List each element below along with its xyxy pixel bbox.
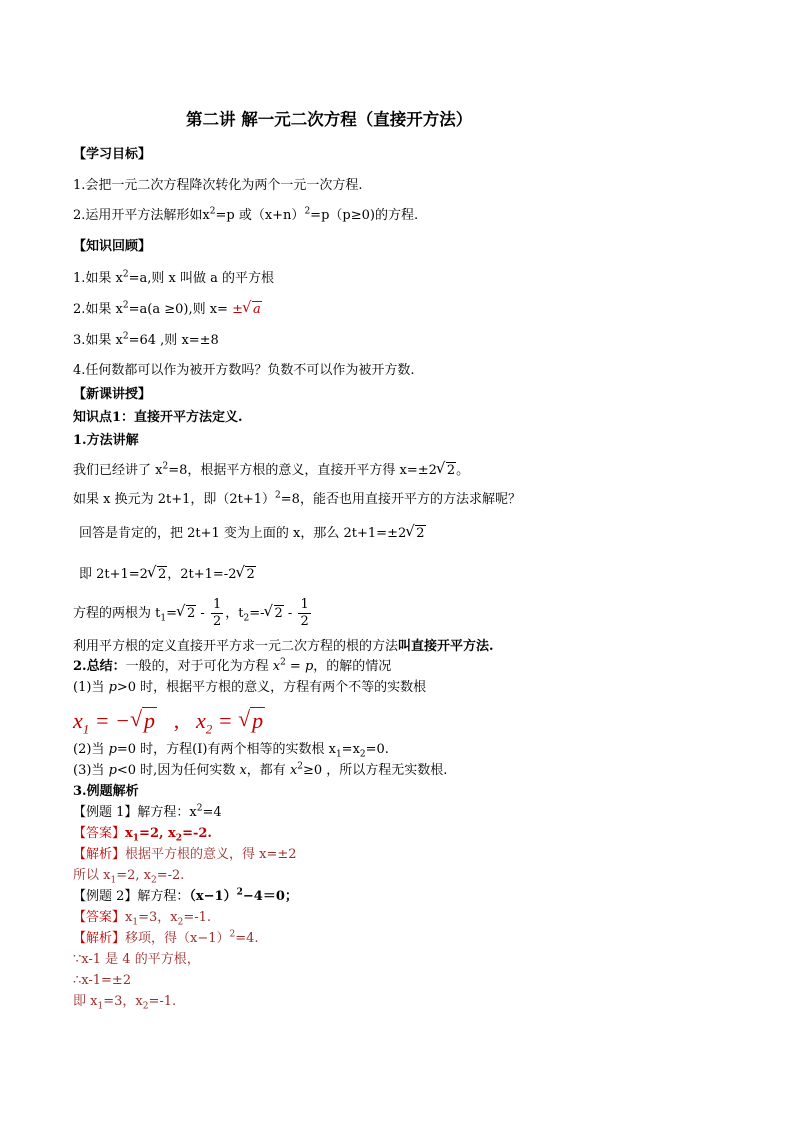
fraction-half: $\frac{1}{2}$ [300,597,309,629]
para-4: 即 2t+1=2√ 2，2t+1=-2√ 2 [79,566,256,584]
example-2-answer: 【答案】$x_1=3$，$x_2=-1$. [73,910,212,928]
review-2: 2.如果 $x^2=a(a \ge 0)$,则 x= ±√ a [73,301,262,319]
example-1-analysis: 【解析】根据平方根的意义，得 x=±2 [73,847,297,862]
summary-line: 2.总结：一般的，对于可化为方程 $x^2 = p$，的解的情况 [73,657,392,674]
goal-1: 1.会把一元二次方程降次转化为两个一元一次方程. [73,178,363,193]
para-2: 如果 x 换元为 2t+1，即$(2t+1)^2=8$，能否也用直接开平方的方法求解呢？ [73,490,521,507]
page-title: 第二讲 解一元二次方程（直接开方法） [186,110,473,129]
roots-formula: $x_1$ = −√ p , $x_2$ = √ p [73,708,265,734]
example-2-analysis: 【解析】移项，得$(x-1)^2=4$. [73,929,259,946]
case-1: (1)当 p>0 时，根据平方根的意义，方程有两个不等的实数根 [73,680,427,695]
knowledge-point-1: 知识点1：直接开平方法定义. [73,410,243,425]
examples-heading: 3.例题解析 [73,784,139,799]
example-1-question: 【例题 1】解方程：$x^2=4$ [73,803,222,820]
sqrt-a: √ a [243,301,262,319]
review-3: 3.如果 $x^2=64$ ,则 x=±8 [73,331,219,348]
example-1-conclusion: 所以 $x_1=2$, $x_2=-2$. [73,868,185,886]
case-3: (3)当 p<0 时,因为任何实数 x，都有 $x^2\ge 0$ ，所以方程无实数根. [73,761,448,778]
fraction-half: $\frac{1}{2}$ [212,597,222,629]
example-2-step-1: ∵x-1 是 4 的平方根， [73,952,200,967]
para-3: 回答是肯定的，把 2t+1 变为上面的 x，那么 2t+1=±2√ 2 [79,525,426,543]
case-2: (2)当 p=0 时，方程(I)有两个相等的实数根 $x_1=x_2=0$. [73,742,389,760]
para-5: 方程的两根为 $t_1=√$ 2 - $\frac{1}{2}$ ，$t_2=-√$ 2 - $\frac{1}{2}$ [73,596,313,632]
section-header-new: 【新课讲授】 [73,387,152,402]
section-header-review: 【知识回顾】 [73,239,152,254]
example-2-step-3: 即 $x_1=3$，$x_2=-1$. [73,994,177,1012]
example-2-question: 【例题 2】解方程：$(x-1)^2-4=0$； [73,887,298,904]
para-1: 我们已经讲了 $x^2=8$，根据平方根的意义，直接开平方得 x=±2√ 2。 [73,462,469,480]
review-4: 4.任何数都可以作为被开方数吗？负数不可以作为被开方数. [73,363,415,378]
method-heading: 1.方法讲解 [73,433,139,448]
review-1: 1.如果 $x^2=a$,则 x 叫做 a 的平方根 [73,269,274,286]
example-1-answer: 【答案】$x_1=2$, $x_2=-2$. [73,826,212,844]
para-6: 利用平方根的定义直接开平方求一元二次方程的根的方法叫直接开平方法. [73,639,494,654]
section-header-goals: 【学习目标】 [73,147,152,162]
example-2-step-2: ∴x-1=±2 [73,973,132,988]
goal-2: 2.运用开平方法解形如$x^2=p$ 或$(x+n)^2=p(p\ge 0)$的方程. [73,206,419,223]
